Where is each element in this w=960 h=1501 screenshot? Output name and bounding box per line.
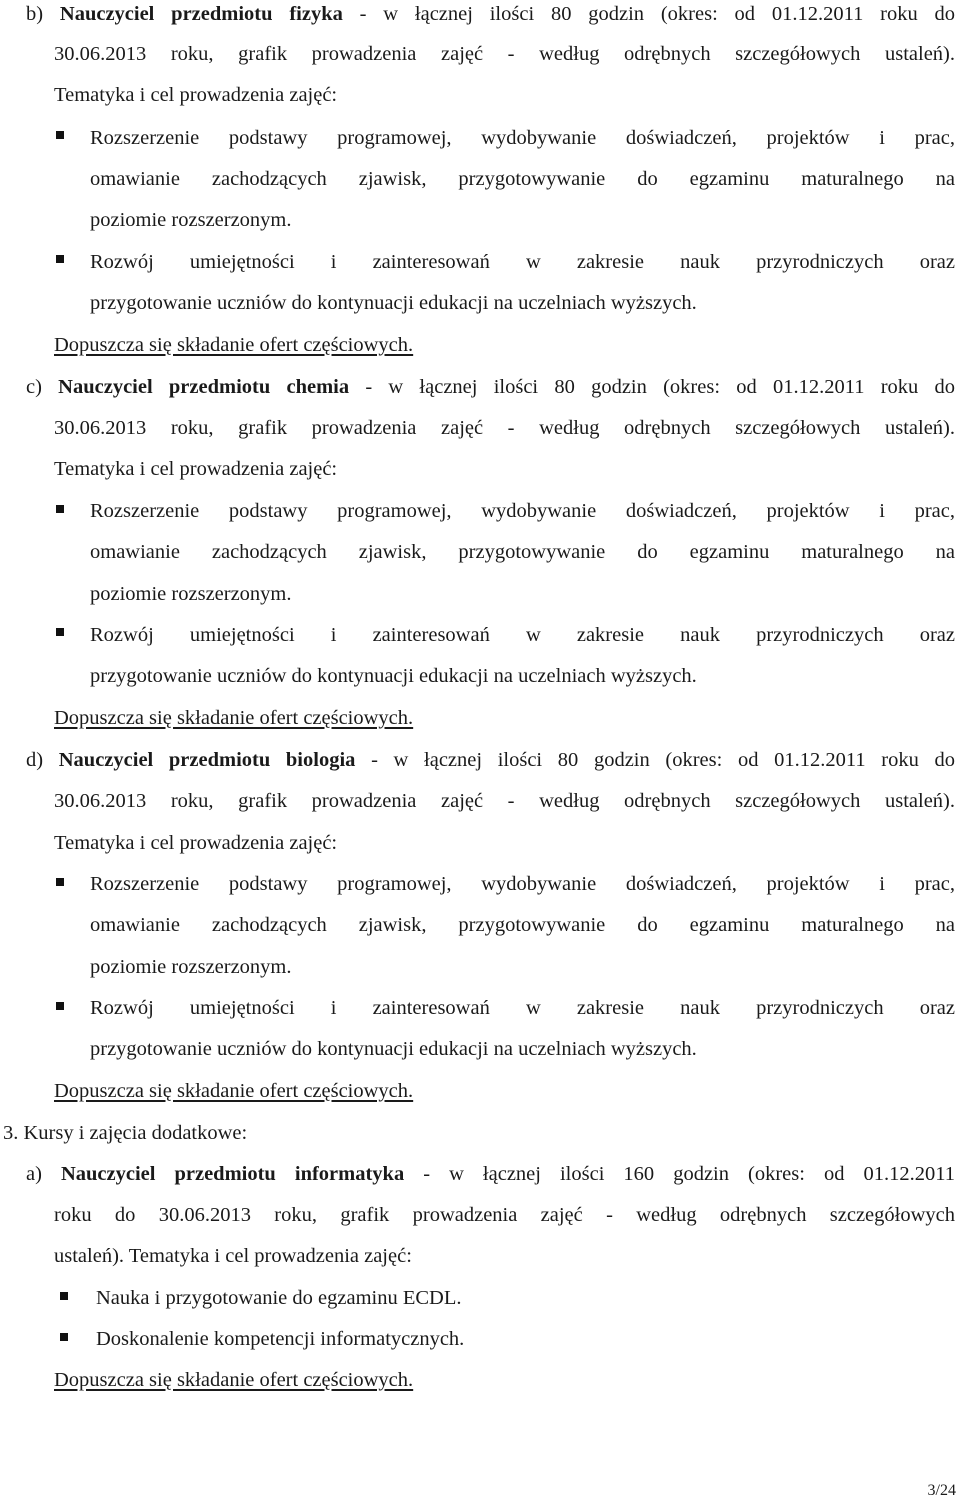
section-d-line1 <box>26 746 955 774</box>
courses-bullet2: Doskonalenie kompetencji informatycznych. <box>96 1328 465 1350</box>
section-d-bullet1-line1: Rozszerzenie podstawy programowej, wydobywanie doświadczeń, projektów i prac, <box>90 873 955 895</box>
section-c-bullet2-line2: przygotowanie uczniów do kontynuacji edukacji na uczelniach wyższych. <box>90 665 697 687</box>
page-number: 3/24 <box>927 1482 956 1499</box>
section-c-letter: c) <box>26 376 42 398</box>
section-d-bullet2-marker <box>56 1002 64 1010</box>
section-c-bullet1-line2: omawianie zachodzących zjawisk, przygotowywanie do egzaminu maturalnego na <box>90 541 955 563</box>
section-c-line2: 30.06.2013 roku, grafik prowadzenia zajęć - według odrębnych szczegółowych ustaleń). <box>54 417 955 439</box>
section-c-line1 <box>26 373 955 401</box>
section-d-line2: 30.06.2013 roku, grafik prowadzenia zajęć - według odrębnych szczegółowych ustaleń). <box>54 790 955 812</box>
section-d-role: Nauczyciel przedmiotu biologia <box>58 749 356 771</box>
section-d-bullet1-line3: poziomie rozszerzonym. <box>90 956 292 978</box>
section-c-partial-offers: Dopuszcza się składanie ofert częściowych. <box>54 707 414 729</box>
section-b-bullet1-line2: omawianie zachodzących zjawisk, przygotowywanie do egzaminu maturalnego na <box>90 168 955 190</box>
section-c-bullet1-marker <box>56 505 64 513</box>
section-d-bullet2-line2: przygotowanie uczniów do kontynuacji edukacji na uczelniach wyższych. <box>90 1038 697 1060</box>
section-b-bullet1-marker <box>56 131 64 139</box>
courses-a-role: Nauczyciel przedmiotu informatyka <box>60 1163 405 1185</box>
courses-a-line3: ustaleń). Tematyka i cel prowadzenia zajęć: <box>54 1245 412 1267</box>
section-c-bullet1-line3: poziomie rozszerzonym. <box>90 583 292 605</box>
section-b-line2: 30.06.2013 roku, grafik prowadzenia zajęć - według odrębnych szczegółowych ustaleń). <box>54 43 955 65</box>
courses-a-line1 <box>26 1160 955 1188</box>
section-b-bullet2-marker <box>56 255 64 263</box>
section-d-letter: d) <box>26 749 44 771</box>
courses-heading: 3. Kursy i zajęcia dodatkowe: <box>3 1122 248 1144</box>
section-c-bullet1-line1: Rozszerzenie podstawy programowej, wydobywanie doświadczeń, projektów i prac, <box>90 500 955 522</box>
section-b-partial-offers: Dopuszcza się składanie ofert częściowych. <box>54 334 414 356</box>
section-d-line1-rest: - w łącznej ilości 80 godzin (okres: od 01.12.2011 roku do <box>371 749 956 771</box>
section-d-bullet1-line2: omawianie zachodzących zjawisk, przygotowywanie do egzaminu maturalnego na <box>90 914 955 936</box>
courses-bullet2-marker <box>60 1333 68 1341</box>
section-b-topic-heading: Tematyka i cel prowadzenia zajęć: <box>54 84 338 106</box>
section-c-bullet2-line1: Rozwój umiejętności i zainteresowań w zakresie nauk przyrodniczych oraz <box>90 624 955 646</box>
section-c-line1-rest: - w łącznej ilości 80 godzin (okres: od 01.12.2011 roku do <box>365 376 956 398</box>
section-c-topic-heading: Tematyka i cel prowadzenia zajęć: <box>54 458 338 480</box>
section-b-bullet2-line2: przygotowanie uczniów do kontynuacji edukacji na uczelniach wyższych. <box>90 292 697 314</box>
section-b-bullet1-line3: poziomie rozszerzonym. <box>90 209 292 231</box>
courses-a-line1-rest: - w łącznej ilości 160 godzin (okres: od 01.12.2011 <box>423 1163 956 1185</box>
section-b-bullet1-line1: Rozszerzenie podstawy programowej, wydobywanie doświadczeń, projektów i prac, <box>90 127 955 149</box>
section-b-line1-rest: - w łącznej ilości 80 godzin (okres: od 01.12.2011 roku do <box>359 3 956 25</box>
courses-partial-offers: Dopuszcza się składanie ofert częściowych. <box>54 1369 414 1391</box>
section-b-letter: b) <box>26 3 44 25</box>
courses-bullet1: Nauka i przygotowanie do egzaminu ECDL. <box>96 1287 462 1309</box>
section-b-bullet2-line1: Rozwój umiejętności i zainteresowań w zakresie nauk przyrodniczych oraz <box>90 251 955 273</box>
section-d-partial-offers: Dopuszcza się składanie ofert częściowych. <box>54 1080 414 1102</box>
courses-bullet1-marker <box>60 1292 68 1300</box>
courses-a-line2: roku do 30.06.2013 roku, grafik prowadzenia zajęć - według odrębnych szczegółowych <box>54 1204 955 1226</box>
section-d-topic-heading: Tematyka i cel prowadzenia zajęć: <box>54 832 338 854</box>
section-d-bullet2-line1: Rozwój umiejętności i zainteresowań w zakresie nauk przyrodniczych oraz <box>90 997 955 1019</box>
section-c-role: Nauczyciel przedmiotu chemia <box>58 376 350 398</box>
courses-a-letter: a) <box>26 1163 42 1185</box>
section-d-bullet1-marker <box>56 878 64 886</box>
section-c-bullet2-marker <box>56 628 64 636</box>
section-b-role: Nauczyciel przedmiotu fizyka <box>59 3 343 25</box>
section-b-line1 <box>26 0 955 28</box>
